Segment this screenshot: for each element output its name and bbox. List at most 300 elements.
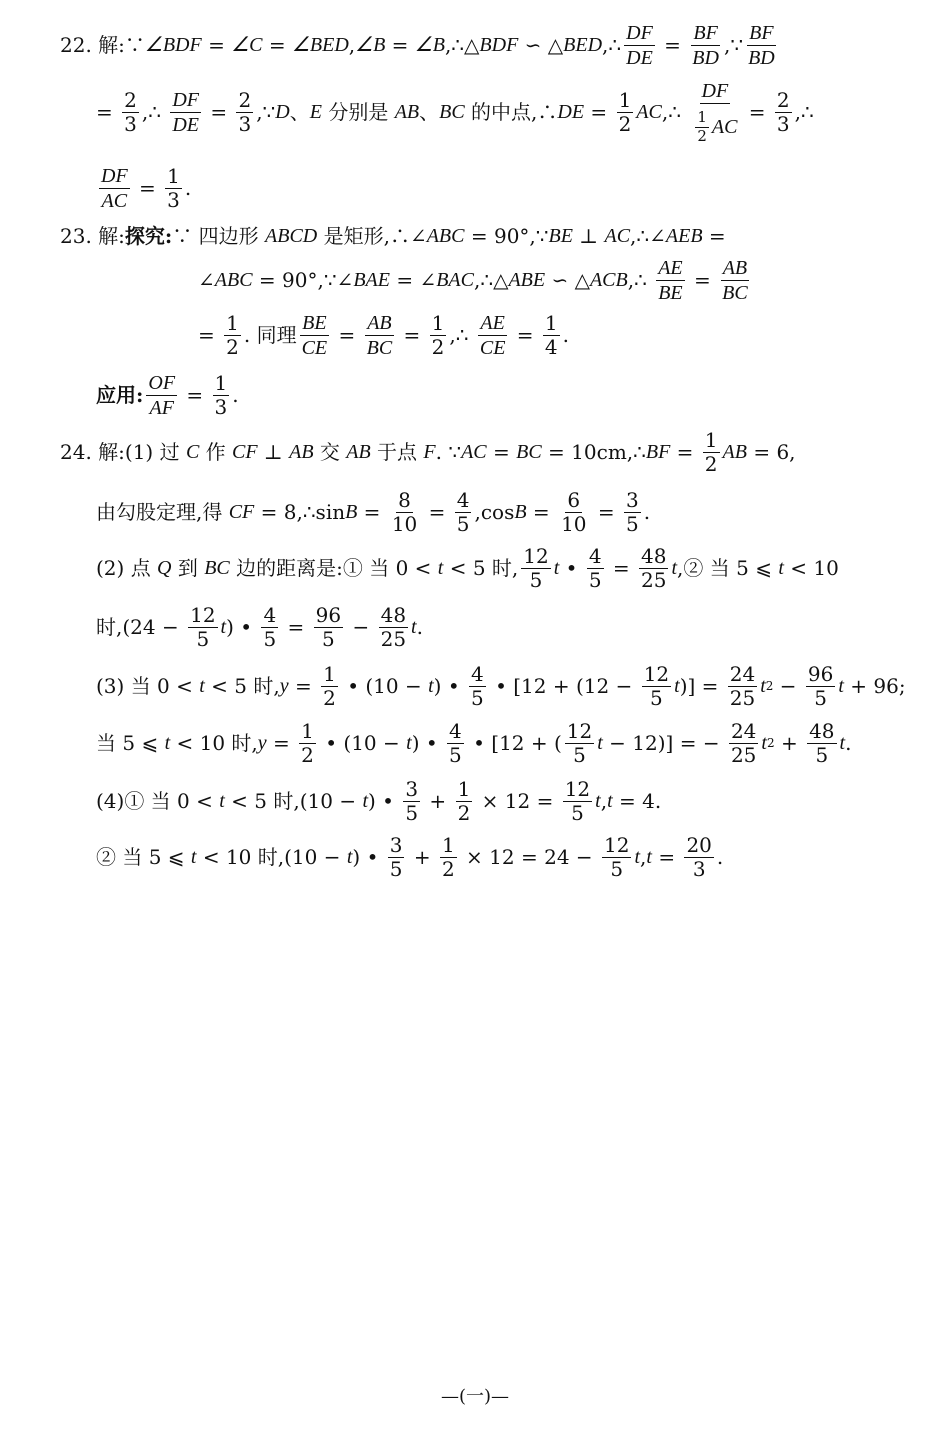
text-run: ,∴ (449, 323, 475, 347)
denominator-text: 3 (167, 187, 180, 212)
fraction (703, 427, 720, 476)
numerator-text: 2 (124, 87, 137, 112)
text-run: = (526, 500, 557, 524)
q24-line (96, 719, 851, 767)
text-run: = (702, 224, 726, 248)
fraction (746, 22, 777, 69)
fraction-numerator (703, 427, 720, 453)
text-run: < 10 (783, 556, 839, 580)
fraction (430, 310, 447, 359)
fraction-denominator (456, 802, 473, 824)
math-variable: t (199, 675, 205, 697)
fraction-denominator (720, 281, 750, 304)
fraction-denominator (703, 453, 720, 475)
fraction-denominator (100, 189, 130, 212)
text-run: (4)① 当 0 < (96, 789, 220, 813)
text-run: , (348, 33, 356, 57)
fraction-numerator (624, 487, 641, 513)
fraction-denominator (608, 858, 625, 880)
fraction (170, 89, 201, 136)
text-run: = (288, 674, 319, 698)
math-variable: BED (563, 34, 603, 56)
fraction (456, 776, 473, 825)
text-run: 是矩形,∴∠ (317, 224, 427, 248)
denominator-text: CE (479, 336, 506, 359)
fraction-denominator (455, 513, 472, 535)
numerator-text: 2 (776, 87, 790, 112)
fraction-numerator (455, 487, 472, 513)
denominator-text: 4 (544, 334, 558, 359)
text-run: × 12 = 24 − (459, 845, 600, 869)
fraction-numerator (213, 370, 230, 396)
text-run: ) • (411, 731, 445, 755)
math-variable: ABC (214, 269, 253, 291)
numerator-text: 4 (588, 543, 602, 568)
text-run: 、 (419, 100, 440, 124)
fraction (403, 776, 420, 825)
fraction-numerator (403, 776, 420, 802)
text-run: = (742, 100, 772, 124)
fraction (390, 487, 419, 536)
text-run: = (332, 323, 362, 347)
denominator-text: BD (692, 46, 719, 69)
fraction (188, 602, 217, 651)
fraction-numerator (684, 832, 713, 858)
fraction (440, 832, 457, 881)
fraction-numerator (587, 543, 604, 569)
denominator-text: 2 (697, 126, 707, 145)
math-variable: ACB (589, 269, 628, 291)
fraction-denominator (478, 336, 508, 359)
fraction-numerator (146, 372, 177, 396)
fraction-numerator (721, 257, 749, 281)
text-run: • [12 + (12 − (488, 674, 639, 698)
math-variable: t (597, 732, 603, 754)
math-variable: CF (228, 501, 255, 523)
text-run: 23. 解: (60, 224, 125, 248)
math-variable: ∠B (414, 34, 445, 56)
text-run: = (96, 100, 120, 124)
math-variable: AB (289, 441, 314, 463)
fraction-denominator (648, 687, 665, 709)
denominator-text: 5 (263, 626, 277, 651)
text-run: . 同理 (243, 323, 297, 347)
numerator-text: 12 (190, 602, 216, 627)
fraction-denominator (569, 802, 586, 824)
fraction-denominator (261, 628, 278, 650)
text-run: 当 5 ⩽ (96, 731, 165, 755)
text-run: = (201, 33, 232, 57)
q23-line (198, 311, 569, 359)
text-run: < 10 时, (170, 731, 258, 755)
fraction-denominator (812, 687, 829, 709)
fraction (695, 107, 709, 145)
fraction-denominator (122, 113, 139, 135)
numerator-text: AB (367, 311, 392, 334)
math-variable: CF (232, 441, 258, 463)
fraction (720, 257, 750, 304)
text-run: , (640, 845, 647, 869)
math-variable: t (607, 790, 613, 812)
numerator-text: 1 (544, 310, 558, 335)
fraction (624, 487, 641, 536)
numerator-text: 4 (263, 602, 277, 627)
fraction (224, 310, 241, 359)
denominator-text: 25 (641, 567, 667, 592)
fraction (624, 22, 655, 69)
denominator-text: AF (149, 396, 174, 419)
text-run: = 6, (746, 440, 796, 464)
fraction (690, 80, 739, 145)
text-run: 22. 解:∵ (60, 33, 145, 57)
math-variable: BE (548, 225, 573, 247)
text-run: = 90°,∵∠ (252, 268, 354, 292)
fraction (521, 543, 550, 592)
text-run: = 4. (612, 789, 662, 813)
fraction-denominator (300, 336, 330, 359)
fraction-denominator (746, 46, 777, 69)
fraction-denominator (690, 104, 739, 145)
fraction-numerator (602, 832, 631, 858)
fraction (807, 718, 836, 767)
text-run: 、 (289, 100, 310, 124)
text-run: 24. 解:(1) 过 (60, 440, 186, 464)
text-run: = (203, 100, 234, 124)
text-run: ,∴ (794, 100, 814, 124)
text-run: = 90°,∵ (464, 224, 549, 248)
fraction-denominator (148, 396, 176, 419)
fraction-numerator (747, 22, 775, 46)
fraction-denominator (728, 687, 757, 709)
text-run: . (845, 731, 852, 755)
fraction-numerator (639, 543, 668, 569)
math-variable: t (411, 616, 417, 638)
fraction-denominator (559, 513, 588, 535)
text-run: 分别是 (321, 100, 395, 124)
fraction-numerator (236, 87, 253, 113)
denominator-text: 3 (776, 111, 790, 136)
text-run: ) • (352, 845, 385, 869)
fraction (379, 602, 408, 651)
fraction-denominator (299, 744, 316, 766)
fraction (447, 718, 464, 767)
q24-line (96, 488, 650, 536)
fraction (300, 312, 330, 359)
text-run: < 5 时, (443, 556, 519, 580)
fraction-numerator (224, 310, 241, 336)
text-run: ∽ △ (518, 33, 564, 57)
q24-line (96, 544, 839, 592)
text-run: . (232, 383, 239, 407)
numerator-text: BF (693, 21, 718, 44)
denominator-text: BC (366, 336, 393, 359)
section-label: 应用: (96, 383, 144, 407)
text-run: = (591, 500, 621, 524)
text-run: = (385, 33, 415, 57)
math-variable: t (362, 790, 369, 812)
math-variable: t (761, 732, 767, 754)
text-run: = (180, 383, 210, 407)
q24-line (60, 428, 796, 476)
numerator-text: AE (658, 256, 683, 279)
denominator-text: 25 (729, 685, 756, 710)
text-run: = (651, 845, 682, 869)
numerator-text: 12 (643, 661, 670, 686)
text-run: = (266, 731, 297, 755)
q23-line (60, 212, 726, 260)
fraction-numerator (261, 602, 278, 628)
denominator-text: 5 (610, 856, 624, 881)
numerator-text: AE (480, 311, 505, 334)
fraction-denominator (690, 46, 721, 69)
text-run: = (262, 33, 292, 57)
numerator-text: 3 (405, 776, 419, 801)
text-run: 的中点,∴ (464, 100, 558, 124)
fraction-denominator (729, 744, 758, 766)
fraction-numerator (99, 165, 130, 189)
denominator-text: 10 (391, 511, 418, 536)
fraction-denominator (656, 281, 684, 304)
section-label: 探究: (124, 224, 173, 248)
math-variable: AB (722, 441, 747, 463)
math-variable: t (671, 557, 678, 579)
numerator-text: AB (722, 256, 748, 279)
fraction (299, 718, 316, 767)
fraction (99, 165, 130, 212)
math-variable: AB (394, 101, 420, 123)
numerator-text: 1 (431, 310, 445, 335)
denominator-text: 5 (588, 567, 602, 592)
math-variable: ABE (508, 269, 546, 291)
text-run: )] = (679, 674, 725, 698)
numerator-text: 48 (641, 543, 667, 568)
fraction-numerator (624, 22, 655, 46)
math-variable: C (185, 441, 200, 463)
denominator-text: 5 (389, 856, 403, 881)
fraction-denominator (321, 687, 338, 709)
text-run: (2) 点 (96, 556, 158, 580)
text-run: × 12 = (475, 789, 560, 813)
numerator-text: 1 (214, 370, 228, 395)
fraction (321, 661, 338, 710)
text-run: − 12)] = − (602, 731, 726, 755)
math-variable: ∠B (355, 34, 386, 56)
fraction-numerator (469, 661, 486, 687)
denominator-text: 25 (730, 742, 757, 767)
denominator-text: 5 (405, 800, 419, 825)
fraction (690, 22, 721, 69)
math-variable: BC (516, 441, 542, 463)
math-variable: ∠BED (291, 34, 349, 56)
math-variable: y (257, 732, 267, 754)
fraction (639, 543, 668, 592)
text-run: ) • (433, 674, 466, 698)
fraction-numerator (807, 718, 836, 744)
text-run: ∠ (198, 268, 215, 292)
math-variable: t (838, 675, 844, 697)
text-run: = 8,∴sin (254, 500, 346, 524)
text-run: 边的距离是:① 当 0 < (229, 556, 438, 580)
text-run: = (422, 500, 452, 524)
compound-denominator (692, 107, 738, 145)
fraction-denominator (236, 113, 253, 135)
text-run: = (132, 176, 163, 200)
fraction-denominator (224, 336, 241, 358)
text-run: = (657, 33, 688, 57)
numerator-text: 1 (704, 427, 718, 452)
fraction-denominator (213, 396, 230, 418)
fraction (455, 487, 472, 536)
fraction-numerator (729, 718, 758, 744)
math-variable: E (309, 101, 322, 123)
fraction-denominator (165, 189, 182, 211)
fraction-denominator (639, 569, 668, 591)
text-run: • (559, 556, 584, 580)
fraction-numerator (543, 310, 560, 336)
fraction-denominator (170, 113, 201, 136)
text-run: • (10 − (340, 674, 429, 698)
q22-line (96, 79, 814, 145)
text-run: = 10cm,∴ (541, 440, 646, 464)
fraction-denominator (624, 46, 655, 69)
math-variable: AC (711, 115, 738, 138)
numerator-text: 4 (470, 661, 484, 686)
denominator-text: 5 (650, 685, 663, 710)
fraction-denominator (365, 336, 395, 359)
fraction (602, 832, 631, 881)
fraction-numerator (521, 543, 550, 569)
text-run: = (397, 323, 427, 347)
fraction-numerator (170, 89, 201, 113)
fraction-denominator (440, 858, 457, 880)
fraction (565, 718, 594, 767)
text-run: ,∴ (602, 33, 622, 57)
math-variable: t (220, 616, 227, 638)
fraction-numerator (300, 312, 328, 336)
math-variable: t (553, 557, 560, 579)
fraction (314, 602, 343, 651)
text-run: • (10 − (318, 731, 407, 755)
fraction-denominator (587, 569, 604, 591)
denominator-text: 2 (431, 334, 445, 359)
fraction-numerator (188, 602, 217, 628)
math-variable: DE (557, 101, 585, 123)
math-variable: D (275, 101, 290, 123)
fraction-numerator (321, 661, 338, 687)
fraction-denominator (624, 513, 641, 535)
text-run: = (670, 440, 700, 464)
math-variable: AC (636, 101, 662, 123)
denominator-text: 5 (456, 511, 470, 536)
text-run: ) • (368, 789, 401, 813)
fraction-numerator (379, 602, 408, 628)
math-variable: t (646, 846, 652, 868)
fraction-denominator (430, 336, 447, 358)
fraction-denominator (775, 113, 792, 135)
denominator-text: 5 (815, 742, 829, 767)
numerator-text: 24 (730, 718, 757, 743)
math-variable: ABCD (265, 225, 318, 247)
fraction-numerator (299, 718, 316, 744)
numerator-text: 1 (226, 310, 239, 335)
q22-line (96, 164, 191, 212)
math-variable: BC (204, 557, 230, 579)
fraction (261, 602, 278, 651)
math-variable: t (219, 790, 225, 812)
text-run: + 96; (843, 674, 906, 698)
math-variable: t (760, 675, 766, 697)
text-run: 到 (171, 556, 205, 580)
numerator-text: 12 (523, 543, 549, 568)
fraction-numerator (728, 661, 757, 687)
text-run: . (562, 323, 569, 347)
math-variable: Q (157, 557, 172, 579)
fraction-numerator (656, 257, 684, 281)
q23-line (96, 371, 239, 419)
denominator-text: AC (101, 189, 128, 212)
denominator-text: 5 (626, 511, 639, 536)
denominator-text: 5 (571, 800, 584, 825)
fraction-denominator (691, 858, 708, 880)
fraction (656, 257, 684, 304)
fraction-denominator (379, 628, 408, 650)
text-run: ,∴ (661, 100, 688, 124)
denominator-text: DE (626, 46, 653, 69)
fraction-numerator (430, 310, 447, 336)
text-run: = (584, 100, 614, 124)
fraction-denominator (617, 113, 634, 135)
math-variable: t (634, 846, 641, 868)
fraction-numerator (365, 312, 393, 336)
fraction-denominator (447, 744, 464, 766)
fraction-numerator (396, 487, 413, 513)
numerator-text: 1 (618, 87, 632, 112)
numerator-text: 48 (380, 602, 407, 627)
numerator-text: DF (101, 164, 128, 187)
text-run: + (423, 789, 453, 813)
fraction-denominator (469, 687, 486, 709)
text-run: 由勾股定理,得 (96, 500, 229, 524)
numerator-text: DF (172, 88, 199, 111)
fraction (642, 661, 671, 710)
math-variable: BAC (436, 269, 474, 291)
numerator-text: BF (749, 21, 774, 44)
denominator-text: CE (301, 336, 328, 359)
denominator-text: 2 (323, 685, 336, 710)
fraction (365, 312, 395, 359)
fraction (165, 163, 182, 212)
denominator-text: BC (722, 281, 748, 304)
text-run: 作 (199, 440, 233, 464)
math-variable: t (437, 557, 444, 579)
denominator-text: 5 (814, 685, 828, 710)
math-variable: BC (439, 101, 465, 123)
denominator-text: 5 (196, 626, 210, 651)
fraction-numerator (775, 87, 792, 113)
fraction-numerator (806, 661, 835, 687)
numerator-text: 1 (323, 661, 336, 686)
text-run: + (407, 845, 437, 869)
text-run: • [12 + ( (466, 731, 562, 755)
numerator-text: 96 (315, 602, 342, 627)
text-run: 于点 (370, 440, 424, 464)
fraction (587, 543, 604, 592)
fraction (684, 832, 713, 881)
fraction (728, 661, 757, 710)
numerator-text: 8 (398, 487, 411, 512)
text-run: = ∠ (389, 268, 437, 292)
denominator-text: 5 (573, 742, 586, 767)
